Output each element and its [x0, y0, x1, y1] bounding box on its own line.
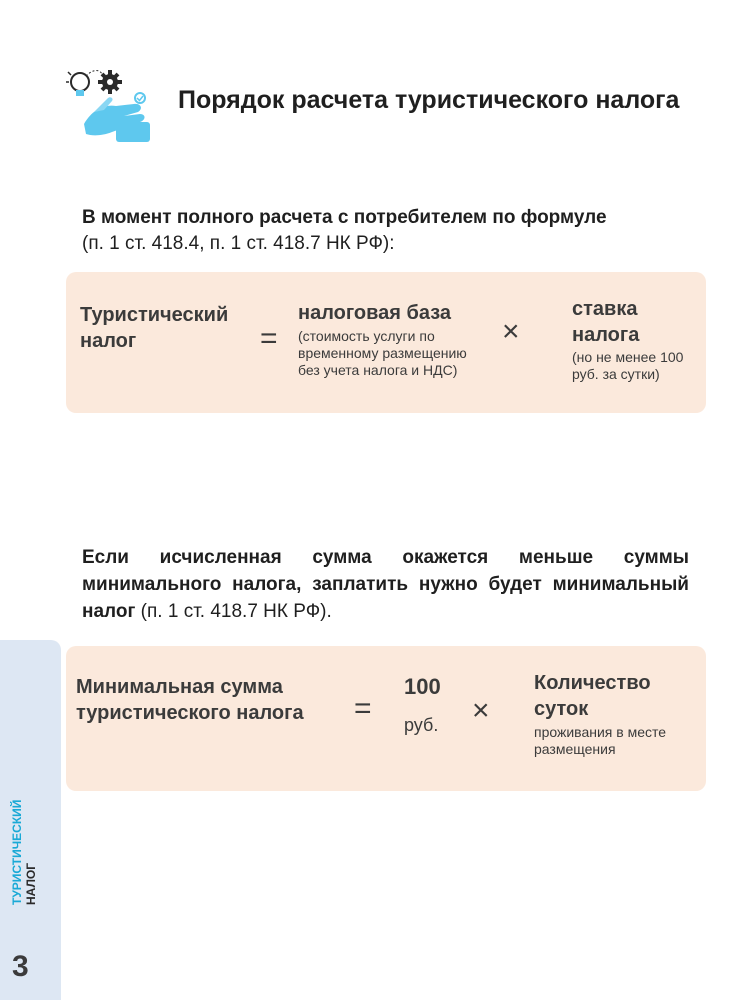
tax-label-line1: Туристический — [80, 304, 229, 326]
days-note-line2: размещения — [534, 741, 616, 757]
side-tab-line1: ТУРИСТИЧЕСКИЙ — [10, 799, 24, 905]
tax-rate-note — [572, 349, 683, 383]
intro-paragraph — [82, 205, 722, 257]
minimum-tax-condition — [82, 544, 689, 625]
tax-base-label: налоговая база — [298, 302, 452, 324]
intro-reference: (п. 1 ст. 418.4, п. 1 ст. 418.7 НК РФ): — [82, 233, 395, 254]
condition-bold: Если исчисленная сумма окажется меньше суммы минимального налога, заплатить нужно будет минимальный налог — [82, 547, 689, 622]
tax-base-note — [298, 328, 467, 379]
hand-with-gears-and-lightbulb-icon — [64, 66, 150, 142]
tax-formula-box — [66, 272, 706, 413]
days-label-line2: суток — [534, 698, 589, 720]
tax-base-note-line1: (стоимость услуги по — [298, 328, 435, 344]
minimum-tax-label-line2: туристического налога — [76, 702, 304, 724]
tax-rate-line1: ставка — [572, 298, 638, 320]
tax-rate-line2: налога — [572, 324, 640, 346]
tax-base-note-line3: без учета налога и НДС) — [298, 362, 458, 378]
tax-rate-note-line1: (но не менее 100 — [572, 349, 684, 365]
intro-bold: В момент полного расчета с потребителем по формуле — [82, 207, 607, 228]
tax-rate-note-line2: руб. за сутки) — [572, 366, 660, 382]
days-note — [534, 724, 666, 758]
tax-base-note-line2: временному размещению — [298, 345, 467, 361]
side-tab-line2: НАЛОГ — [24, 862, 38, 905]
tax-label — [80, 302, 228, 354]
equals-sign: = — [354, 692, 372, 725]
condition-reference: (п. 1 ст. 418.7 НК РФ). — [135, 601, 332, 622]
days-label — [534, 670, 651, 722]
days-note-line1: проживания в месте — [534, 724, 667, 740]
minimum-tax-label — [76, 674, 304, 726]
page-title: Порядок расчета туристического налога — [178, 86, 680, 114]
days-label-line1: Количество — [534, 672, 651, 694]
minimum-amount: 100 — [404, 674, 441, 699]
currency-label: руб. — [404, 715, 439, 735]
multiply-sign: × — [502, 315, 520, 348]
multiply-sign: × — [472, 694, 490, 727]
tax-label-line2: налог — [80, 330, 137, 352]
page-number: 3 — [12, 950, 29, 983]
equals-sign: = — [260, 322, 278, 355]
minimum-tax-formula-box — [66, 646, 706, 791]
minimum-tax-label-line1: Минимальная сумма — [76, 676, 283, 698]
tax-rate-label — [572, 296, 639, 348]
side-tab-label — [10, 800, 38, 905]
